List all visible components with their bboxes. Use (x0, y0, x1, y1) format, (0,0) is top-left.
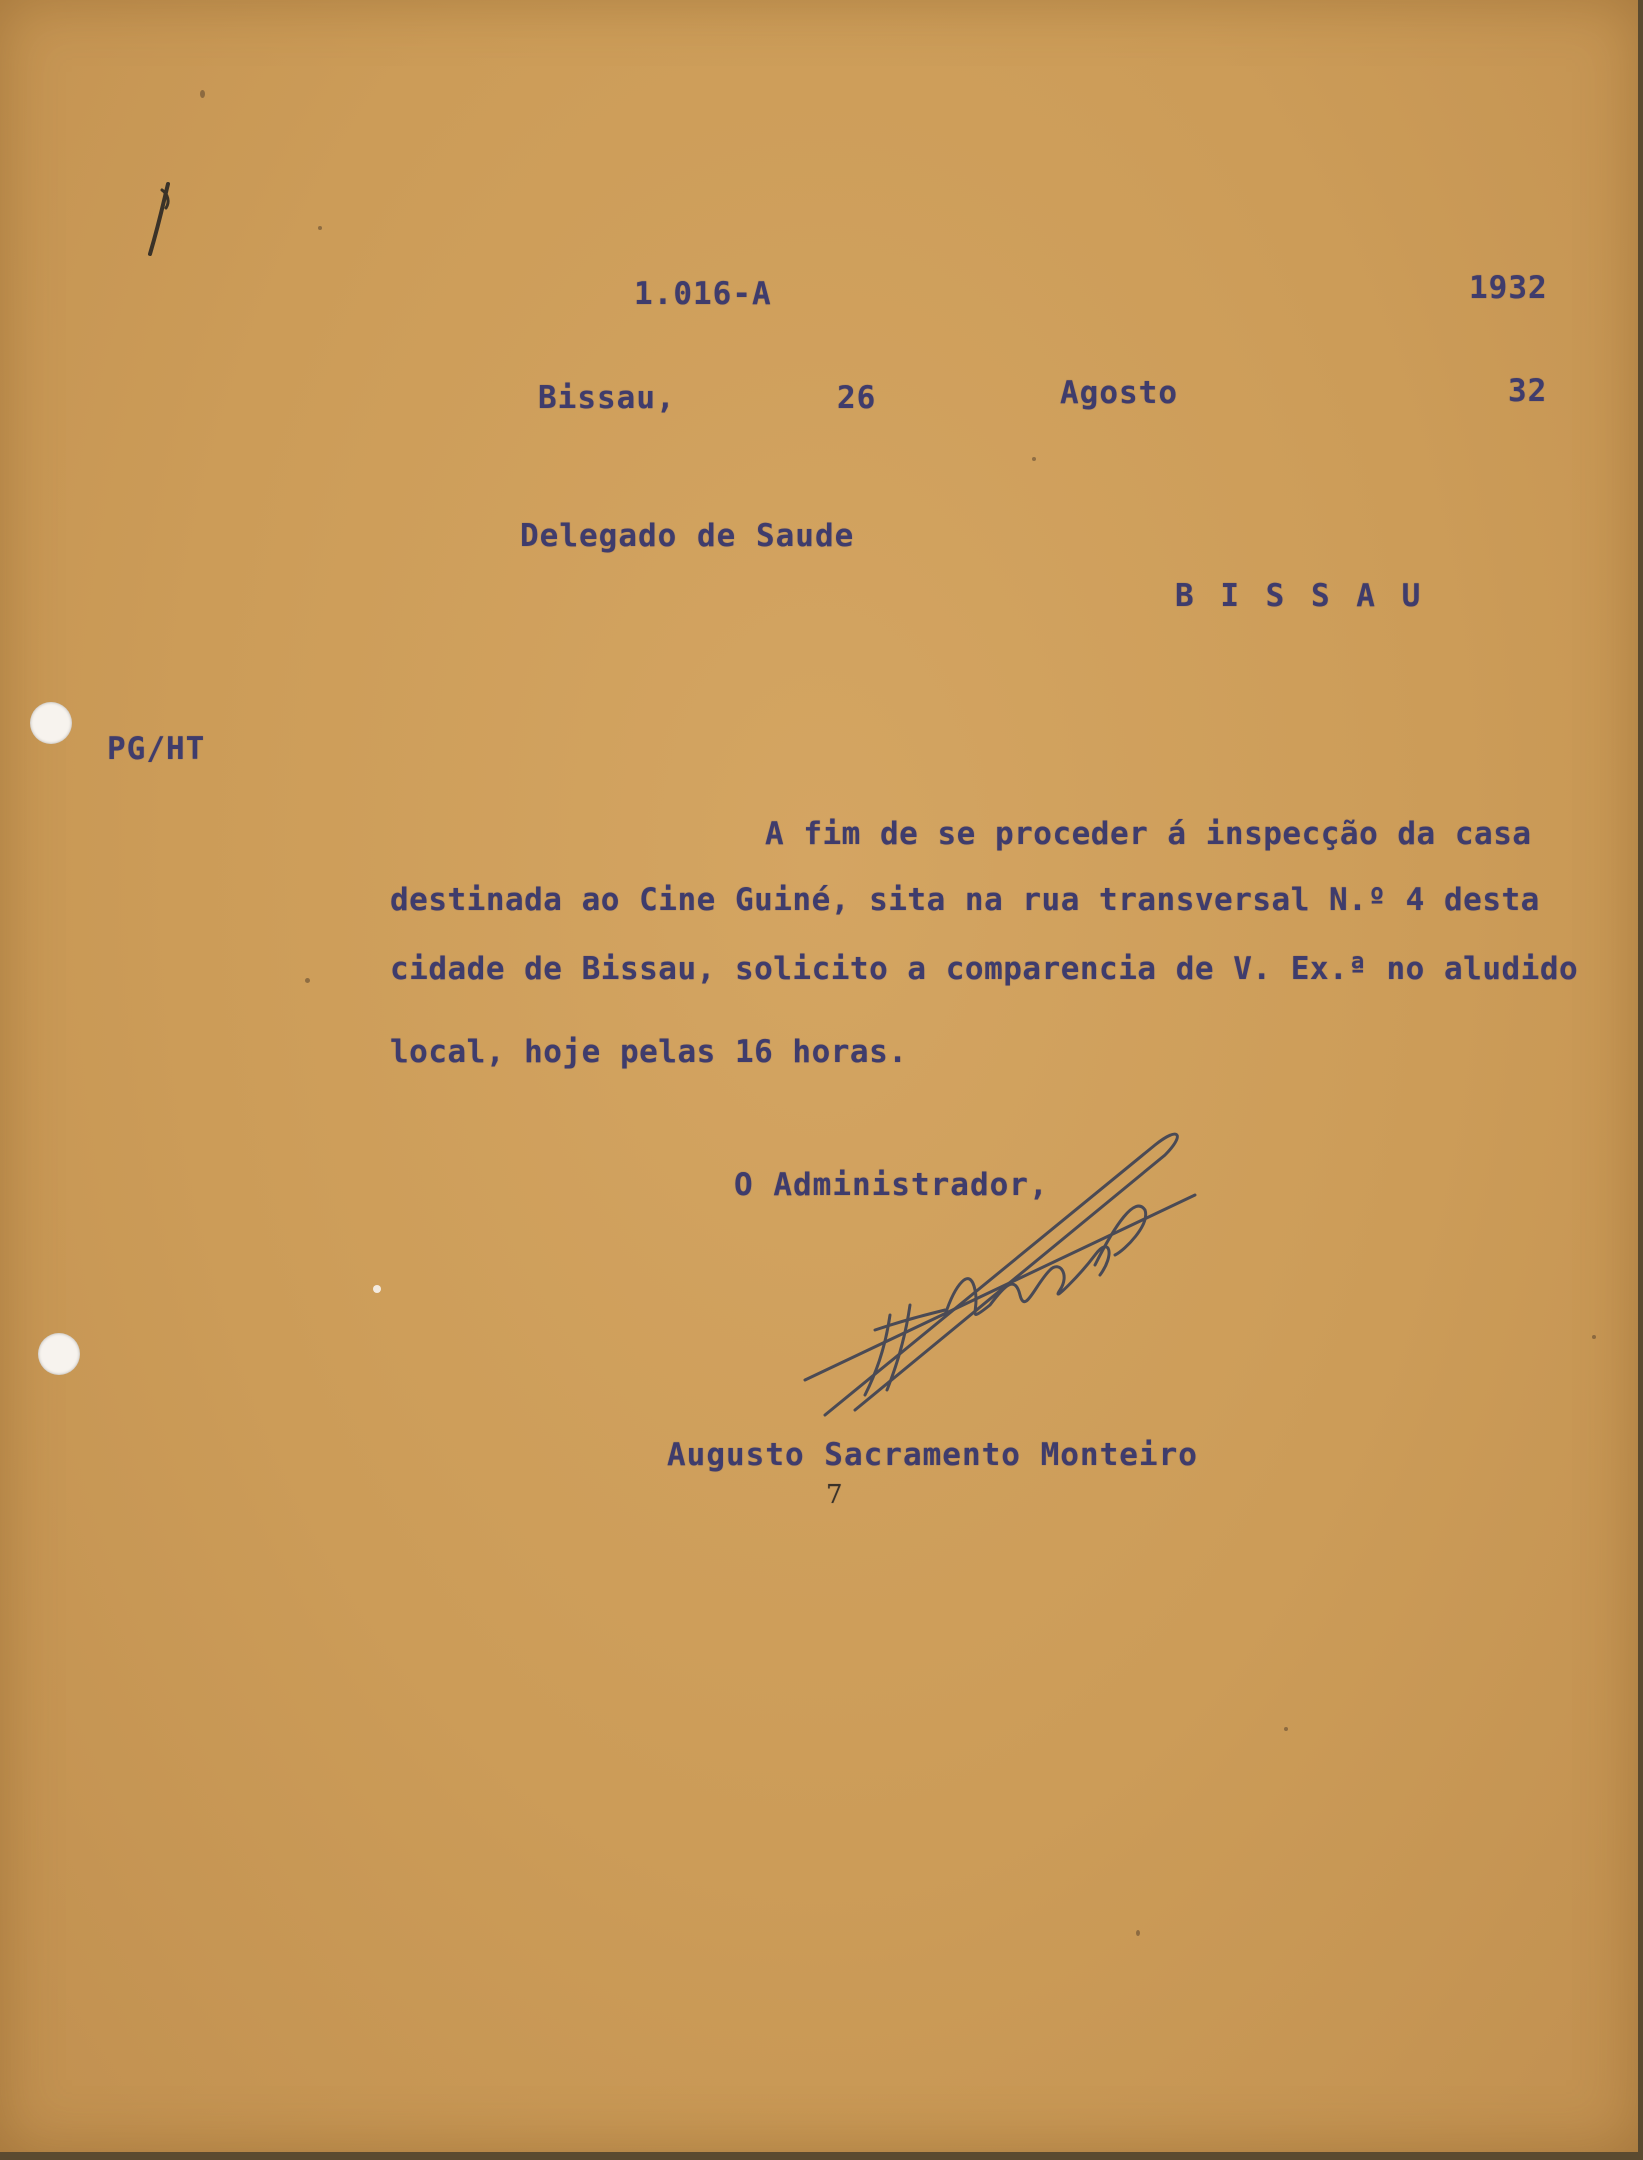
addressee-city: B I S S A U (1175, 578, 1425, 614)
document-year: 1932 (1469, 270, 1548, 306)
punch-hole-top (30, 702, 72, 744)
body-line-4: local, hoje pelas 16 horas. (390, 1034, 908, 1070)
signoff: O Administrador, (734, 1167, 1049, 1203)
date-month: Agosto (1060, 375, 1178, 411)
paper-speck (1592, 1335, 1596, 1339)
body-line-3: cidade de Bissau, solicito a comparencia de V. Ex.ª no aludido (390, 951, 1579, 987)
place-name: Bissau, (538, 380, 676, 416)
handwritten-mark: 7 (826, 1480, 844, 1510)
addressee: Delegado de Saude (520, 518, 855, 554)
reference-initials: PG/HT (107, 731, 206, 767)
signatory-name: Augusto Sacramento Monteiro (667, 1437, 1198, 1473)
paper-speck (305, 978, 310, 983)
punch-hole-bottom (38, 1333, 80, 1375)
date-day: 26 (837, 380, 877, 416)
paper-speck (1284, 1727, 1288, 1731)
paper-speck (1136, 1930, 1140, 1936)
body-line-1: A fim de se proceder á inspecção da casa (765, 816, 1532, 852)
paper-speck (373, 1285, 381, 1293)
paper-speck (1032, 457, 1036, 461)
body-line-2: destinada ao Cine Guiné, sita na rua transversal N.º 4 desta (390, 882, 1540, 918)
pencil-mark-icon (140, 180, 180, 260)
handwritten-signature (795, 1115, 1215, 1435)
reference-number: 1.016-A (634, 276, 772, 312)
date-year-short: 32 (1508, 373, 1548, 409)
paper-speck (318, 226, 322, 230)
paper-speck (200, 90, 205, 98)
